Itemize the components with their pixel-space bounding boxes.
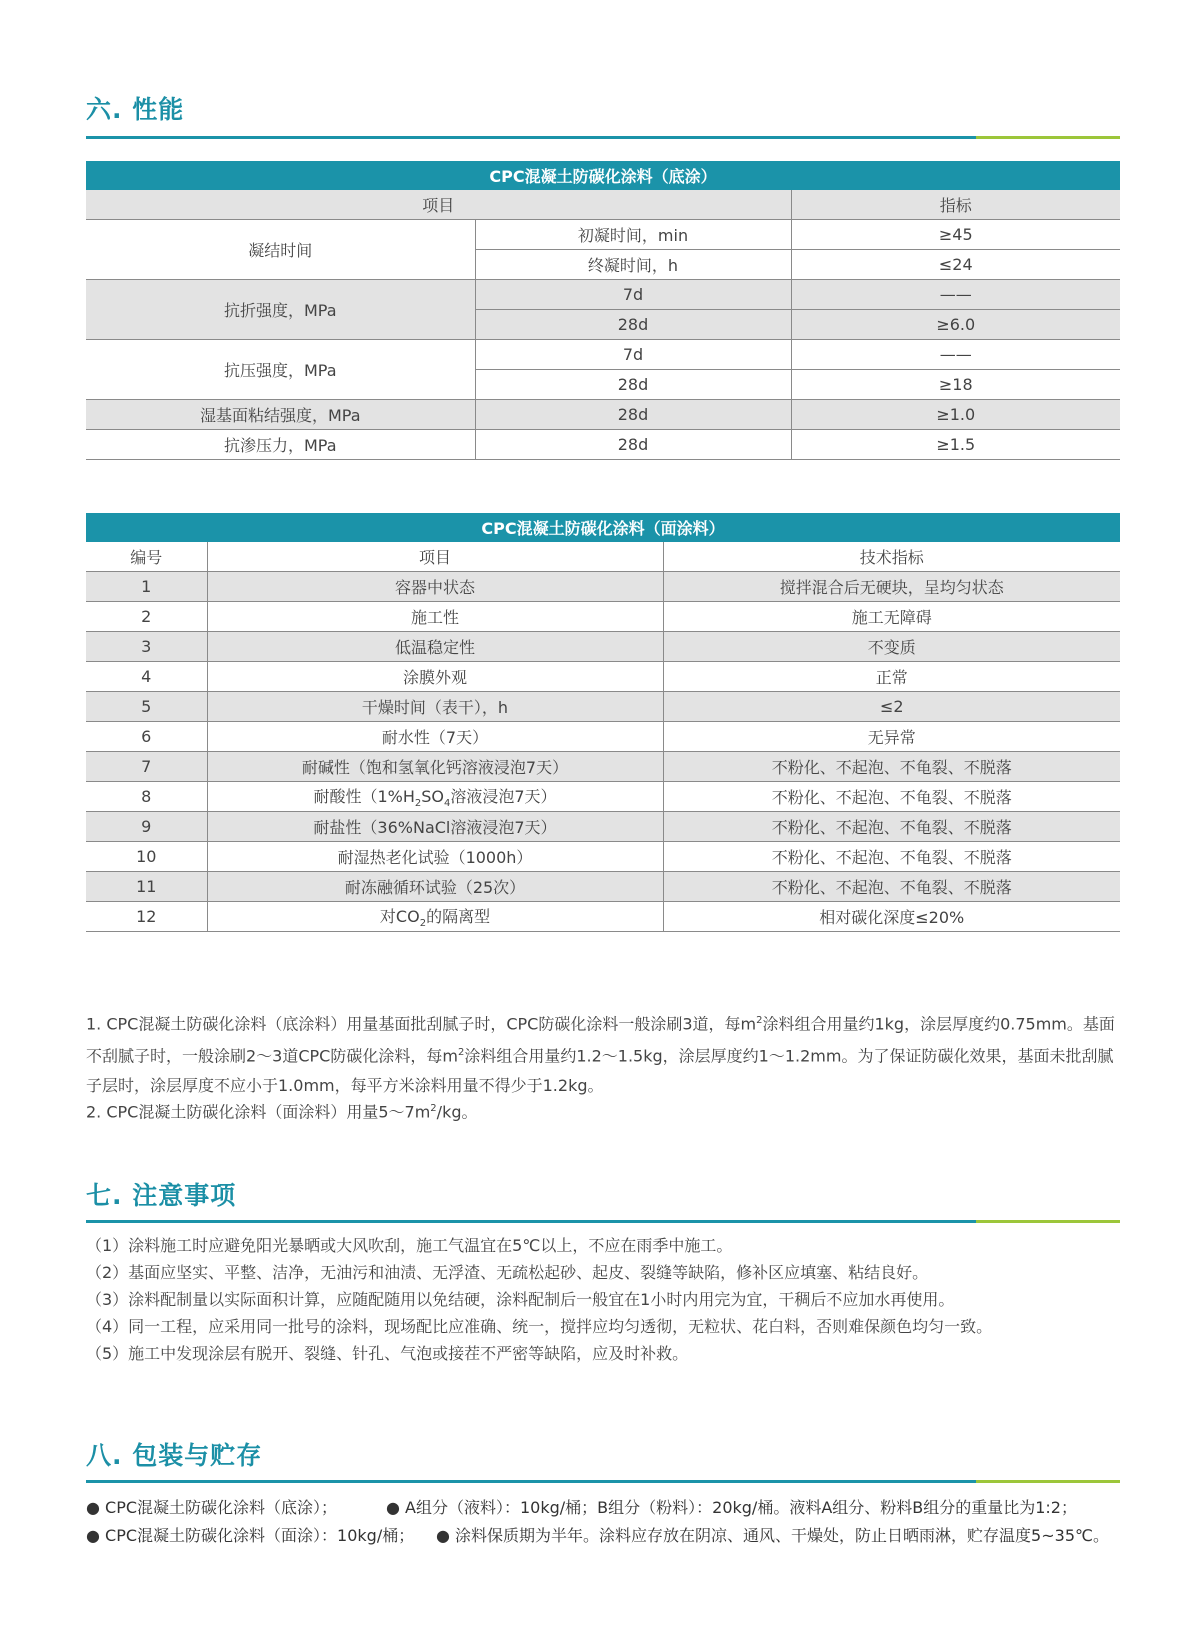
index-value: 不粉化、不起泡、不龟裂、不脱落 — [663, 812, 1120, 842]
sub-item: 初凝时间，min — [475, 220, 791, 250]
row-number: 9 — [86, 812, 207, 842]
sub-item: 终凝时间，h — [475, 250, 791, 280]
table-row — [86, 812, 1120, 842]
table-row — [86, 572, 1120, 602]
packaging-line-1 — [86, 1494, 1077, 1522]
table-row — [86, 280, 1120, 310]
item-label: 对$CO_2$的隔离型 — [207, 902, 663, 932]
top-coat-table — [86, 513, 1120, 932]
table-row — [86, 692, 1120, 722]
table-row — [86, 400, 1120, 430]
table-row — [86, 722, 1120, 752]
list-item: （4）同一工程，应采用同一批号的涂料，现场配比应准确、统一，搅拌应均匀透彻，无粒状、花白料，否则难保颜色均匀一致。 — [86, 1317, 993, 1336]
index-value: ≥18 — [791, 370, 1120, 400]
header-item: 项目 — [86, 190, 791, 220]
sub-item: 28d — [475, 400, 791, 430]
table-row — [86, 340, 1120, 370]
table-row — [86, 220, 1120, 250]
row-number: 6 — [86, 722, 207, 752]
index-value: ≥1.5 — [791, 430, 1120, 460]
header-item: 项目 — [207, 542, 663, 572]
header-no: 编号 — [86, 542, 207, 572]
sub-item: 7d — [475, 280, 791, 310]
index-value: 无异常 — [663, 722, 1120, 752]
index-value: ≤2 — [663, 692, 1120, 722]
section-divider — [86, 1480, 1120, 1483]
list-item: ● CPC混凝土防碳化涂料（底涂）； — [86, 1498, 338, 1517]
index-value: 不粉化、不起泡、不龟裂、不脱落 — [663, 842, 1120, 872]
list-item: ● 涂料保质期为半年。涂料应存放在阴凉、通风、干燥处，防止日晒雨淋，贮存温度5~35℃。 — [436, 1526, 1109, 1545]
usage-note-1: 1. CPC混凝土防碳化涂料（底涂料）用量基面批刮腻子时，CPC防碳化涂料一般涂刷3道，每$m^2$涂料组合用量约1kg，涂层厚度约0.75mm。基面不刮腻子时，一般涂刷2～3道CPC防碳化涂料，每$m^2$涂料组合用量约1.2～1.5kg，涂层厚度约1～1.2mm。为了保证防碳化效果，基面未批刮腻子层时，涂层厚度不应小于1.0mm，每平方米涂料用量不得少于1.2kg。 — [86, 1014, 1115, 1095]
item-label: 低温稳定性 — [207, 632, 663, 662]
index-value: 不变质 — [663, 632, 1120, 662]
item-label: 耐水性（7天） — [207, 722, 663, 752]
index-value: 搅拌混合后无硬块，呈均匀状态 — [663, 572, 1120, 602]
index-value: 正常 — [663, 662, 1120, 692]
sub-item: 28d — [475, 430, 791, 460]
row-number: 11 — [86, 872, 207, 902]
table-row — [86, 602, 1120, 632]
table-caption: CPC混凝土防碳化涂料（底涂） — [86, 161, 1120, 190]
table-row — [86, 430, 1120, 460]
table-row — [86, 872, 1120, 902]
row-number: 4 — [86, 662, 207, 692]
row-number: 5 — [86, 692, 207, 722]
usage-note-2: 2. CPC混凝土防碳化涂料（面涂料）用量$5\sim 7m^2/kg$。 — [86, 1102, 478, 1122]
group-label: 凝结时间 — [86, 220, 475, 280]
list-item: （5）施工中发现涂层有脱开、裂缝、针孔、气泡或接茬不严密等缺陷，应及时补救。 — [86, 1344, 689, 1363]
table-row — [86, 782, 1120, 812]
section-title-performance: 六. 性能 — [86, 95, 185, 124]
precautions-list — [86, 1232, 1146, 1367]
section-divider — [86, 136, 1120, 139]
row-number: 2 — [86, 602, 207, 632]
index-value: ≥6.0 — [791, 310, 1120, 340]
table-caption: CPC混凝土防碳化涂料（面涂料） — [86, 513, 1120, 542]
index-value: 施工无障碍 — [663, 602, 1120, 632]
item-label: 耐酸性（$1\%H_2SO_4$溶液浸泡7天） — [207, 782, 663, 812]
section-title-packaging: 八. 包装与贮存 — [86, 1441, 263, 1470]
item-label: 耐盐性（36%NaCl溶液浸泡7天） — [207, 812, 663, 842]
sub-item: 7d — [475, 340, 791, 370]
table-row — [86, 842, 1120, 872]
index-value: —— — [791, 280, 1120, 310]
index-value: 不粉化、不起泡、不龟裂、不脱落 — [663, 752, 1120, 782]
item-label: 耐碱性（饱和氢氧化钙溶液浸泡7天） — [207, 752, 663, 782]
index-value: ≤24 — [791, 250, 1120, 280]
section-title-precautions: 七. 注意事项 — [86, 1181, 237, 1210]
row-number: 8 — [86, 782, 207, 812]
row-number: 7 — [86, 752, 207, 782]
header-index: 指标 — [791, 190, 1120, 220]
section-divider — [86, 1220, 1120, 1223]
item-label: 施工性 — [207, 602, 663, 632]
index-value: ≥45 — [791, 220, 1120, 250]
sub-item: 28d — [475, 370, 791, 400]
list-item: ● CPC混凝土防碳化涂料（面涂）：10kg/桶； — [86, 1526, 415, 1545]
item-label: 耐湿热老化试验（1000h） — [207, 842, 663, 872]
row-number: 1 — [86, 572, 207, 602]
item-label: 湿基面粘结强度，MPa — [86, 400, 475, 430]
table-row — [86, 752, 1120, 782]
list-item: （3）涂料配制量以实际面积计算，应随配随用以免结硬，涂料配制后一般宜在1小时内用完为宜，干稠后不应加水再使用。 — [86, 1290, 955, 1309]
list-item: （1）涂料施工时应避免阳光暴晒或大风吹刮，施工气温宜在5℃以上，不应在雨季中施工。 — [86, 1236, 733, 1255]
table-row — [86, 662, 1120, 692]
index-value: 不粉化、不起泡、不龟裂、不脱落 — [663, 872, 1120, 902]
table-row — [86, 632, 1120, 662]
list-item: （2）基面应坚实、平整、洁净，无油污和油渍、无浮渣、无疏松起砂、起皮、裂缝等缺陷，修补区应填塞、粘结良好。 — [86, 1263, 929, 1282]
header-index: 技术指标 — [663, 542, 1120, 572]
sub-item: 28d — [475, 310, 791, 340]
index-value: —— — [791, 340, 1120, 370]
row-number: 10 — [86, 842, 207, 872]
list-item: ● A组分（液料）：10kg/桶；B组分（粉料）：20kg/桶。液料A组分、粉料B组分的重量比为1:2； — [386, 1498, 1077, 1517]
item-label: 耐冻融循环试验（25次） — [207, 872, 663, 902]
item-label: 涂膜外观 — [207, 662, 663, 692]
item-label: 抗渗压力，MPa — [86, 430, 475, 460]
group-label: 抗压强度，MPa — [86, 340, 475, 400]
group-label: 抗折强度，MPa — [86, 280, 475, 340]
row-number: 12 — [86, 902, 207, 932]
packaging-line-2 — [86, 1522, 1109, 1550]
table-row — [86, 902, 1120, 932]
index-value: ≥1.0 — [791, 400, 1120, 430]
row-number: 3 — [86, 632, 207, 662]
base-coat-table — [86, 161, 1120, 460]
item-label: 容器中状态 — [207, 572, 663, 602]
index-value: 相对碳化深度≤20% — [663, 902, 1120, 932]
index-value: 不粉化、不起泡、不龟裂、不脱落 — [663, 782, 1120, 812]
item-label: 干燥时间（表干），h — [207, 692, 663, 722]
